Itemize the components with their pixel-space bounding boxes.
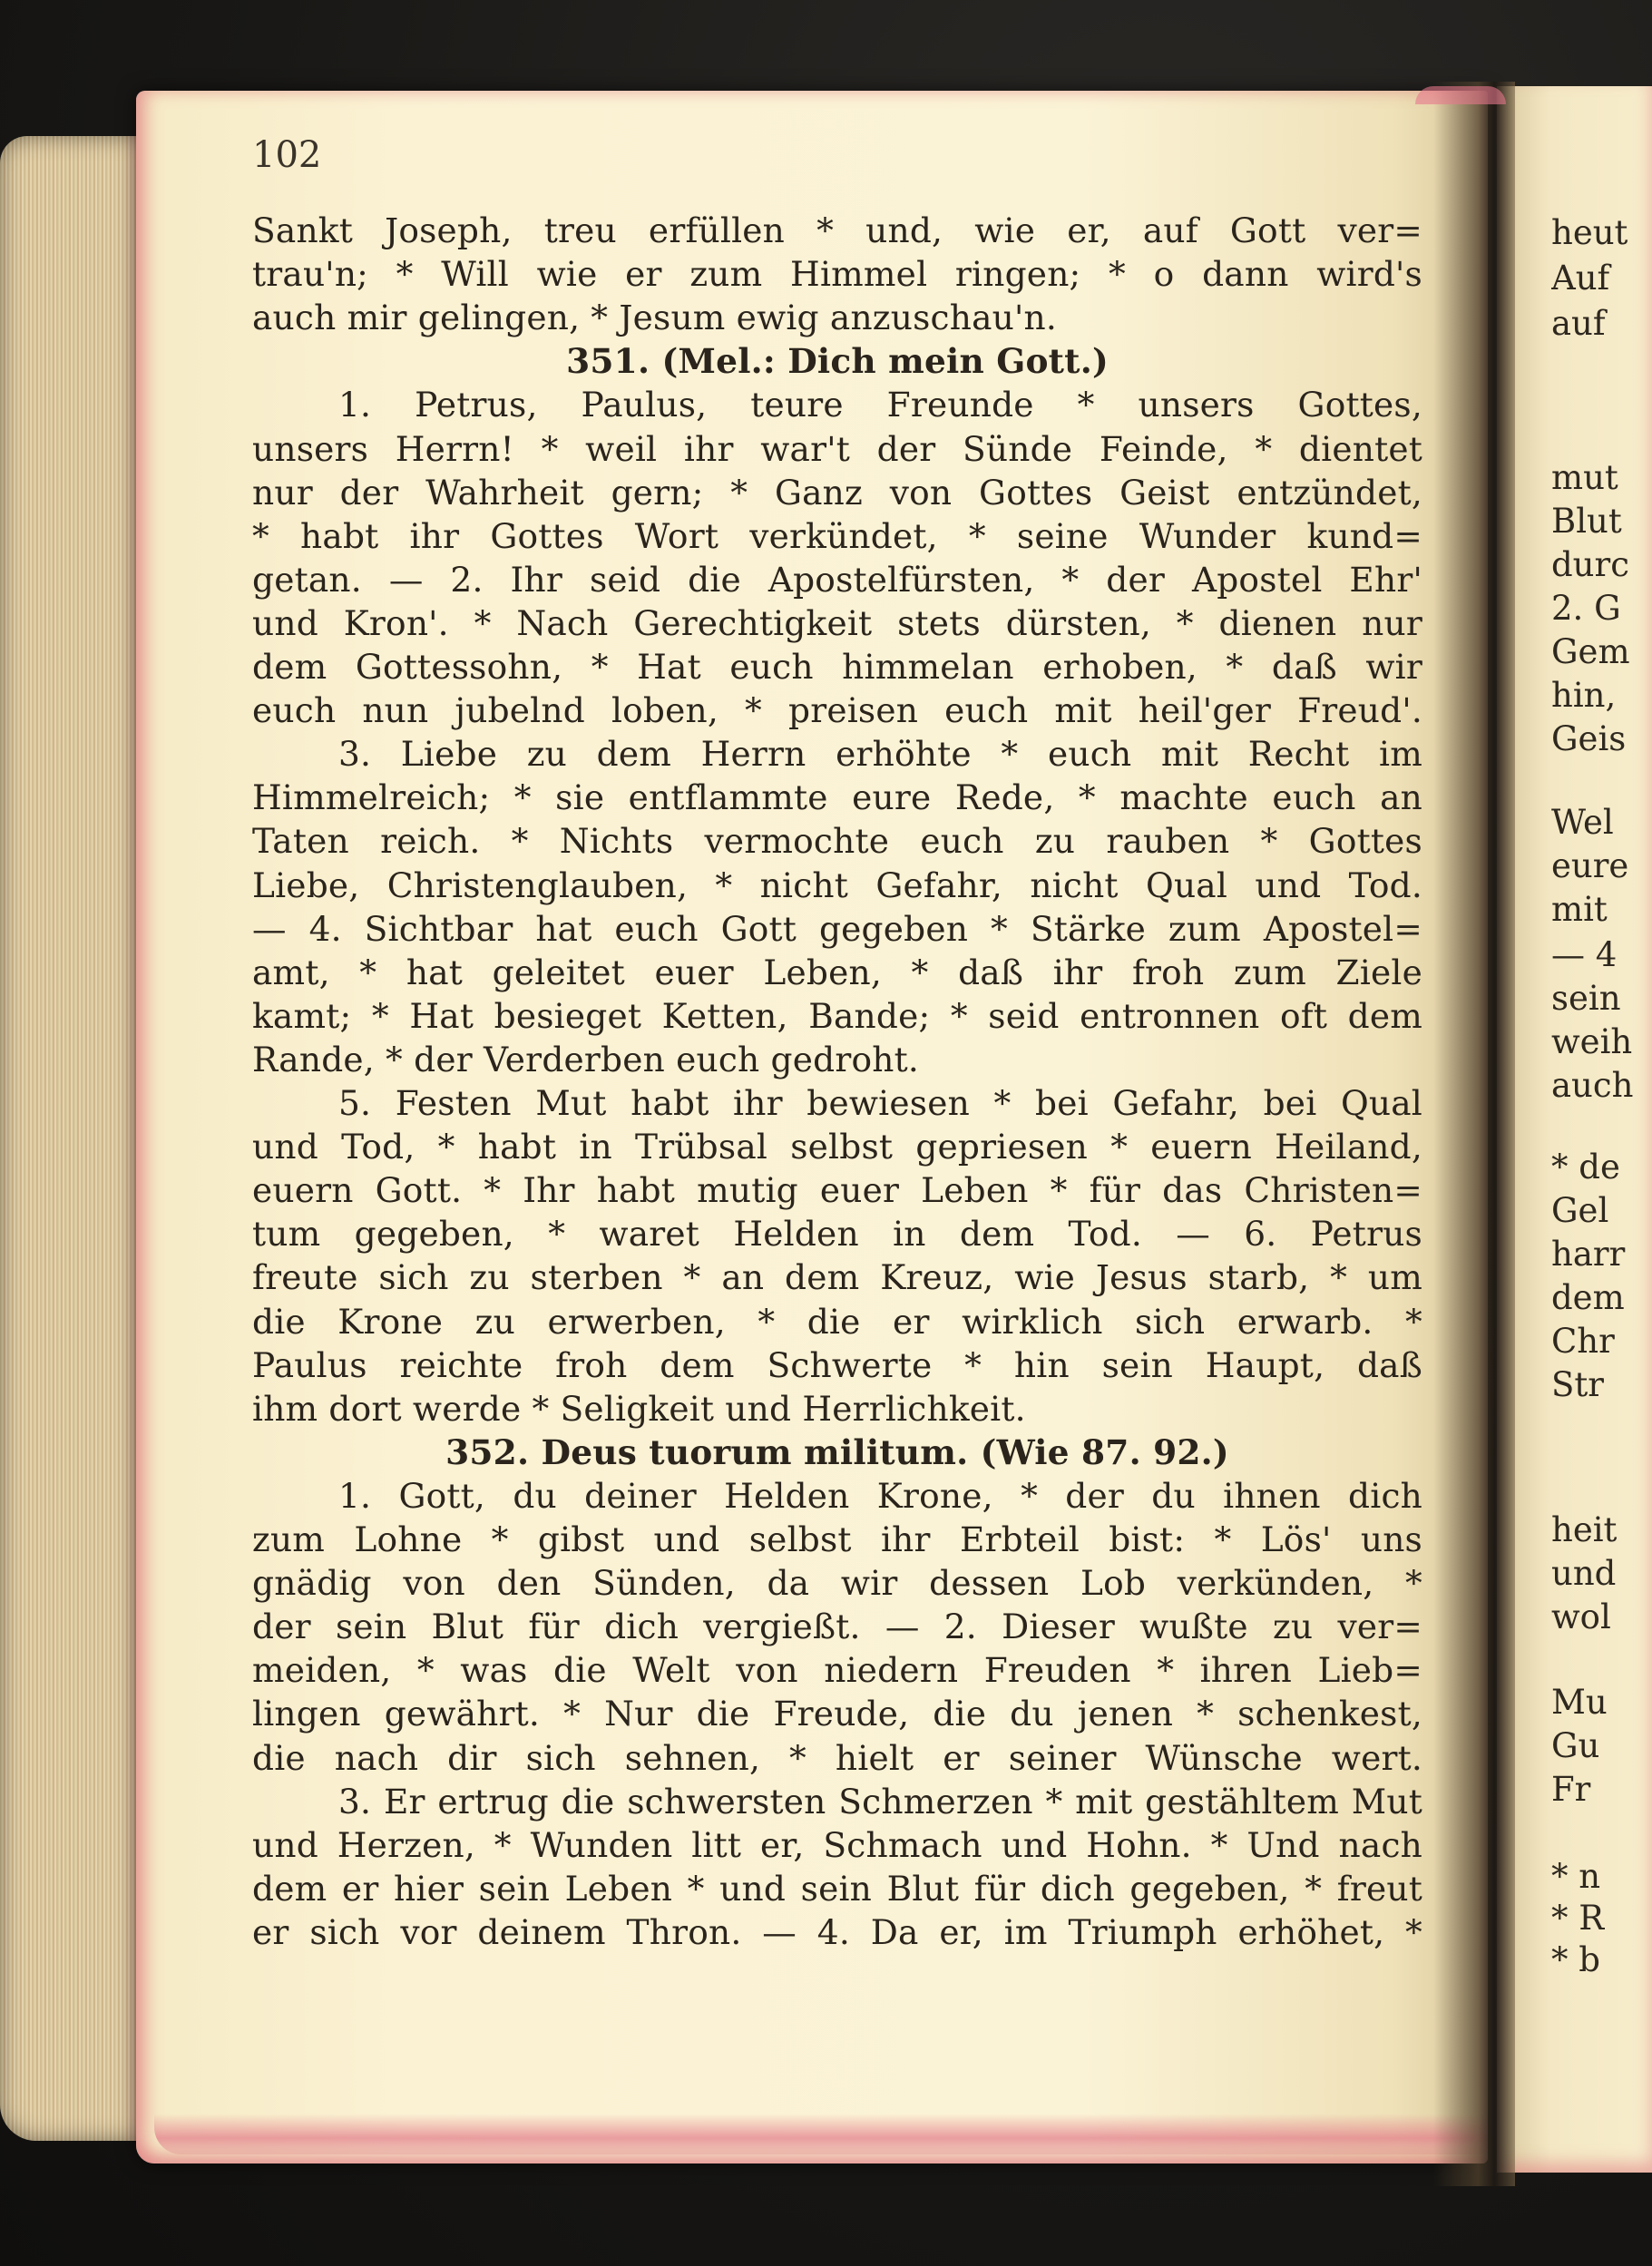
right-text-fragment: mut <box>1551 458 1618 497</box>
text-line: auch mir gelingen, * Jesum ewig anzuschau'n. <box>252 298 1057 338</box>
right-page-text-fragment <box>1551 0 1652 2086</box>
text-line: 3. Er ertrug die schwersten Schmerzen * mit gestähltem Mut <box>338 1781 1422 1822</box>
text-line: der sein Blut für dich vergießt. — 2. Dieser wußte zu ver= <box>252 1607 1422 1647</box>
text-line: Rande, * der Verderben euch gedroht. <box>252 1039 919 1079</box>
right-text-fragment: mit <box>1551 890 1608 929</box>
right-text-fragment: Str <box>1551 1365 1604 1404</box>
text-line: nur der Wahrheit gern; * Ganz von Gottes Geist entzündet, <box>252 472 1422 513</box>
text-line: zum Lohne * gibst und selbst ihr Erbteil bist: * Lös' uns <box>252 1519 1422 1559</box>
text-line: lingen gewährt. * Nur die Freude, die du jenen * schenkest, <box>252 1694 1422 1734</box>
right-text-fragment: Blut <box>1551 502 1622 541</box>
text-line: und Tod, * habt in Trübsal selbst gepriesen * euern Heiland, <box>252 1127 1422 1167</box>
right-text-fragment: weih <box>1551 1022 1633 1061</box>
right-text-fragment: Geis <box>1551 719 1627 758</box>
right-text-fragment: durc <box>1551 545 1629 584</box>
page-number: 102 <box>252 134 322 176</box>
right-text-fragment: Gu <box>1551 1726 1600 1765</box>
right-text-fragment: Chr <box>1551 1322 1615 1361</box>
right-text-fragment: und <box>1551 1554 1617 1593</box>
right-text-fragment: dem <box>1551 1278 1625 1317</box>
text-line: amt, * hat geleitet euer Leben, * daß ihr froh zum Ziele <box>252 952 1422 992</box>
page-top-tint <box>1415 86 1506 104</box>
text-line: gnädig von den Sünden, da wir dessen Lob verkünden, * <box>252 1563 1422 1604</box>
text-line: Sankt Joseph, treu erfüllen * und, wie er, auf Gott ver= <box>252 210 1422 250</box>
text-line: dem er hier sein Leben * und sein Blut für dich gegeben, * freut <box>252 1868 1422 1909</box>
text-line: 5. Festen Mut habt ihr bewiesen * bei Gefahr, bei Qual <box>338 1083 1422 1123</box>
text-line: Paulus reichte froh dem Schwerte * hin sein Haupt, daß <box>252 1344 1422 1385</box>
text-line: freute sich zu sterben * an dem Kreuz, wie Jesus starb, * um <box>252 1257 1422 1298</box>
text-line: meiden, * was die Welt von niedern Freuden * ihren Lieb= <box>252 1650 1422 1691</box>
text-line: * habt ihr Gottes Wort verkündet, * seine Wunder kund= <box>252 515 1422 556</box>
text-line: euch nun jubelnd loben, * preisen euch mit heil'ger Freud'. <box>252 690 1422 731</box>
right-text-fragment: 2. G <box>1551 589 1621 628</box>
right-text-fragment: Fr <box>1551 1770 1591 1809</box>
text-line: 3. Liebe zu dem Herrn erhöhte * euch mit Recht im <box>338 734 1422 775</box>
right-text-fragment: sein <box>1551 979 1621 1018</box>
right-text-fragment: * n <box>1551 1857 1601 1896</box>
right-text-fragment: * R <box>1551 1899 1605 1938</box>
text-line: — 4. Sichtbar hat euch Gott gegeben * Stärke zum Apostel= <box>252 908 1422 949</box>
right-text-fragment: * de <box>1551 1148 1620 1187</box>
right-text-fragment: heut <box>1551 213 1628 252</box>
right-text-fragment: Wel <box>1551 803 1614 842</box>
text-line: tum gegeben, * waret Helden in dem Tod. — 6. Petrus <box>252 1214 1422 1255</box>
right-text-fragment: harr <box>1551 1235 1626 1274</box>
right-text-fragment: Gem <box>1551 632 1630 671</box>
right-text-fragment: auch <box>1551 1066 1634 1105</box>
text-line: und Herzen, * Wunden litt er, Schmach und Hohn. * Und nach <box>252 1824 1422 1865</box>
text-line: er sich vor deinem Thron. — 4. Da er, im Triumph erhöhet, * <box>252 1911 1422 1952</box>
right-text-fragment: heit <box>1551 1510 1618 1549</box>
right-text-fragment: auf <box>1551 304 1606 343</box>
page-edge-tint <box>154 2114 1488 2154</box>
text-line: die nach dir sich sehnen, * hielt er seiner Wünsche wert. <box>252 1737 1422 1778</box>
text-line: und Kron'. * Nach Gerechtigkeit stets dürsten, * dienen nur <box>252 602 1422 643</box>
text-line: Liebe, Christenglauben, * nicht Gefahr, nicht Qual und Tod. <box>252 864 1422 905</box>
right-text-fragment: eure <box>1551 846 1629 885</box>
text-line: euern Gott. * Ihr habt mutig euer Leben * für das Christen= <box>252 1170 1422 1211</box>
right-text-fragment: Gel <box>1551 1191 1609 1230</box>
text-line: 1. Petrus, Paulus, teure Freunde * unsers Gottes, <box>338 385 1422 425</box>
text-line: die Krone zu erwerben, * die er wirklich sich erwarb. * <box>252 1301 1422 1342</box>
text-line: unsers Herrn! * weil ihr war't der Sünde Feinde, * dientet <box>252 428 1422 469</box>
book-gutter <box>1433 82 1515 2186</box>
right-text-fragment: hin, <box>1551 676 1617 715</box>
text-line: getan. — 2. Ihr seid die Apostelfürsten, * der Apostel Ehr' <box>252 559 1422 600</box>
right-text-fragment: * b <box>1551 1940 1600 1979</box>
right-text-fragment: — 4 <box>1551 935 1618 974</box>
hymn-heading: 352. Deus tuorum militum. (Wie 87. 92.) <box>445 1431 1229 1472</box>
page-edges <box>0 136 159 2141</box>
right-text-fragment: Auf <box>1551 259 1610 298</box>
text-line: trau'n; * Will wie er zum Himmel ringen; * o dann wird's <box>252 254 1422 295</box>
text-line: 1. Gott, du deiner Helden Krone, * der du ihnen dich <box>338 1475 1422 1516</box>
text-line: kamt; * Hat besieget Ketten, Bande; * seid entronnen oft dem <box>252 995 1422 1036</box>
right-text-fragment: Mu <box>1551 1683 1608 1722</box>
text-line: Taten reich. * Nichts vermochte euch zu rauben * Gottes <box>252 821 1422 862</box>
text-line: ihm dort werde * Seligkeit und Herrlichkeit. <box>252 1388 1026 1429</box>
text-line: Himmelreich; * sie entflammte eure Rede, * machte euch an <box>252 777 1422 818</box>
right-text-fragment: wol <box>1551 1597 1611 1636</box>
hymn-heading: 351. (Mel.: Dich mein Gott.) <box>566 341 1109 382</box>
text-line: dem Gottessohn, * Hat euch himmelan erhoben, * daß wir <box>252 647 1422 687</box>
